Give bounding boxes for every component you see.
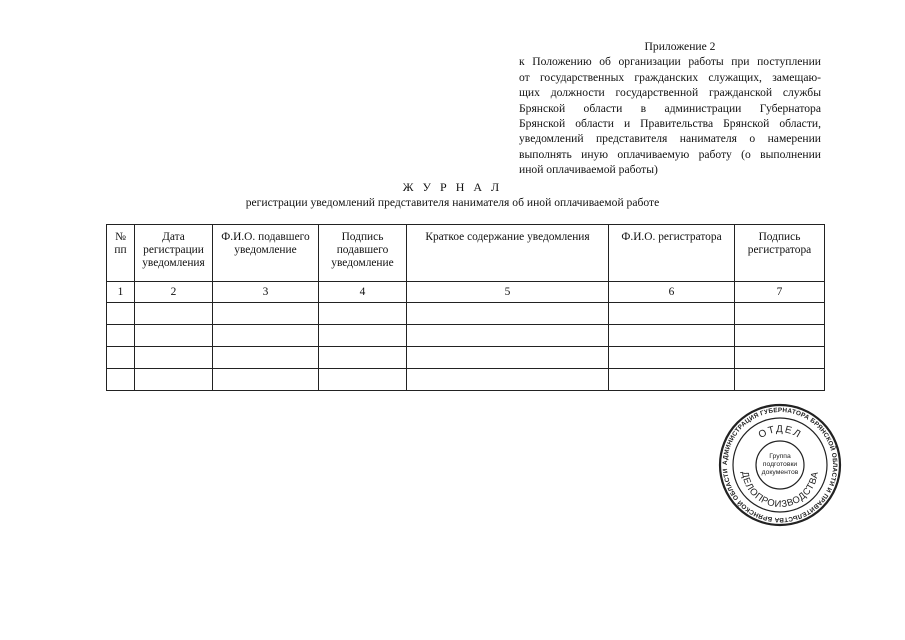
table-row — [107, 369, 825, 391]
stamp-ring-text-path: АДМИНИСТРАЦИЯ ГУБЕРНАТОРА БРЯНСКОЙ ОБЛАСТИ И ПРАВИТЕЛЬСТВА БРЯНСКОЙ ОБЛАСТИ — [721, 406, 839, 524]
column-number: 4 — [319, 282, 407, 303]
column-number: 7 — [735, 282, 825, 303]
header-cell-submitter-name: Ф.И.О. подавшего уведомление — [213, 225, 319, 282]
header-cell-registrar-signature: Подпись регистратора — [735, 225, 825, 282]
stamp-center-line: подготовки — [762, 461, 798, 468]
stamp-arc-top — [757, 424, 803, 441]
column-number: 5 — [407, 282, 609, 303]
table-cell — [135, 369, 213, 391]
table-cell — [735, 369, 825, 391]
header-cell-number: № пп — [107, 225, 135, 282]
annex-line: иной оплачиваемой работы) — [519, 163, 658, 177]
table-cell — [107, 325, 135, 347]
annex-line: уведомлений представителя нанимателя о намерении — [519, 132, 821, 146]
table-cell — [407, 347, 609, 369]
header-cell-date: Дата регистрации уведомления — [135, 225, 213, 282]
table-cell — [135, 325, 213, 347]
table-cell — [107, 369, 135, 391]
table-row — [107, 303, 825, 325]
table-header-row — [107, 225, 825, 282]
stamp-arc-top-path: ОТДЕЛ — [756, 424, 804, 441]
table-cell — [319, 369, 407, 391]
table-cell — [609, 303, 735, 325]
table-row — [107, 347, 825, 369]
annex-line: Брянской области и Правительства Брянской области, — [519, 117, 821, 131]
stamp-arc-bottom-path: ДЕЛОПРОИЗВОДСТВА — [738, 470, 822, 511]
column-number: 6 — [609, 282, 735, 303]
table-cell — [319, 325, 407, 347]
annex-line: выполнять иную оплачиваемую работу (о выполнении — [519, 147, 821, 161]
column-number: 1 — [107, 282, 135, 303]
table-cell — [735, 325, 825, 347]
table-cell — [319, 303, 407, 325]
journal-table — [106, 224, 825, 391]
table-cell — [735, 303, 825, 325]
table-cell — [735, 347, 825, 369]
table-cell — [609, 325, 735, 347]
column-number: 2 — [135, 282, 213, 303]
table-number-row — [107, 282, 825, 303]
table-cell — [609, 347, 735, 369]
table-cell — [135, 303, 213, 325]
table-cell — [407, 325, 609, 347]
table-cell — [213, 325, 319, 347]
table-cell — [107, 347, 135, 369]
table-cell — [407, 303, 609, 325]
journal-title: Ж У Р Н А Л — [402, 180, 503, 194]
table-cell — [407, 369, 609, 391]
table-cell — [213, 303, 319, 325]
annex-line: к Положению об организации работы при поступлении — [519, 55, 821, 69]
annex-title: Приложение 2 — [644, 40, 716, 53]
stamp-center-line: документов — [761, 469, 799, 476]
table-cell — [609, 369, 735, 391]
column-number: 3 — [213, 282, 319, 303]
annex-line: от государственных гражданских служащих, замещаю- — [519, 70, 821, 84]
stamp-center-line: Группа — [769, 453, 791, 460]
header-cell-registrar-name: Ф.И.О. регистратора — [609, 225, 735, 282]
office-stamp — [718, 403, 842, 527]
table-cell — [107, 303, 135, 325]
stamp-arc-bottom — [739, 471, 821, 511]
table-cell — [213, 347, 319, 369]
annex-line: Брянской области в администрации Губернатора — [519, 101, 821, 115]
table-cell — [213, 369, 319, 391]
header-cell-summary: Краткое содержание уведомления — [407, 225, 609, 282]
table-cell — [319, 347, 407, 369]
header-cell-submitter-signature: Подпись подавшего уведомление — [319, 225, 407, 282]
annex-block — [519, 39, 821, 178]
table-row — [107, 325, 825, 347]
annex-line: щих должности государственной гражданской службы — [519, 86, 821, 100]
journal-subtitle: регистрации уведомлений представителя нанимателя об иной оплачиваемой работе — [245, 196, 660, 209]
table-cell — [135, 347, 213, 369]
